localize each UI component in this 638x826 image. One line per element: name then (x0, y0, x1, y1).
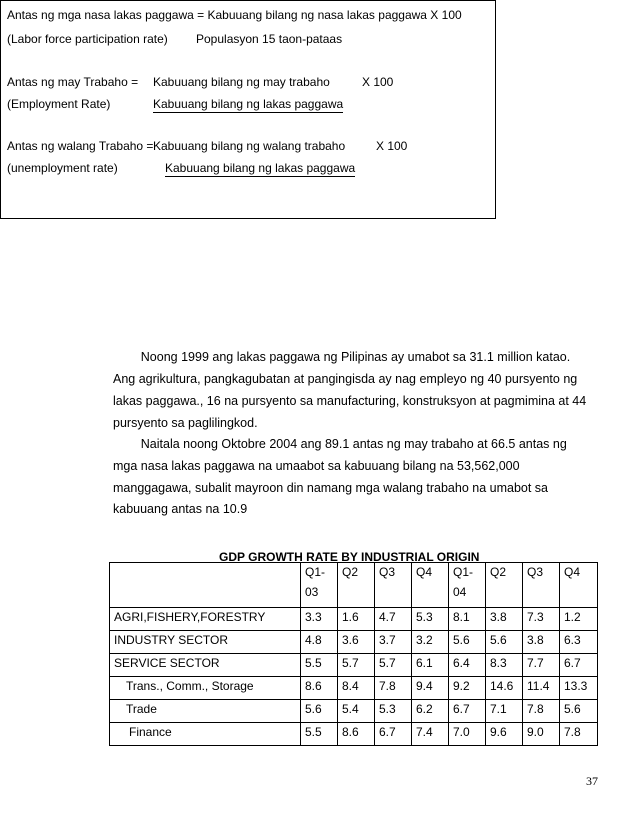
employment-x100: X 100 (362, 75, 394, 89)
table-cell: 5.5 (301, 723, 338, 746)
table-cell: 5.6 (301, 700, 338, 723)
row-label: Trade (110, 700, 301, 723)
row-label: Trans., Comm., Storage (110, 677, 301, 700)
formula-box (0, 0, 496, 219)
table-header-cell: Q3 (375, 563, 412, 608)
paragraph-line: manggagawa, subalit mayroon din namang mga walang trabaho na umabot sa (113, 481, 548, 495)
table-cell: 7.7 (523, 654, 560, 677)
employment-label: (Employment Rate) (7, 97, 111, 111)
table-cell: 8.4 (338, 677, 375, 700)
table-cell: 3.2 (412, 631, 449, 654)
table-cell: 5.3 (412, 608, 449, 631)
table-cell: 5.7 (338, 654, 375, 677)
table-cell: 7.4 (412, 723, 449, 746)
table-cell: 3.6 (338, 631, 375, 654)
paragraph-line: pursyento sa paglilingkod. (113, 416, 258, 430)
table-cell: 6.2 (412, 700, 449, 723)
table-row (110, 700, 598, 723)
row-label: AGRI,FISHERY,FORESTRY (110, 608, 301, 631)
unemployment-formula-left: Antas ng walang Trabaho = (7, 139, 154, 153)
table-cell: 6.4 (449, 654, 486, 677)
paragraph-line: lakas paggawa., 16 na pursyento sa manufacturing, konstruksyon at pagmimina at 44 (113, 394, 587, 408)
table-cell: 4.7 (375, 608, 412, 631)
table-cell: 6.7 (560, 654, 598, 677)
table-header-cell: Q1- 04 (449, 563, 486, 608)
paragraph-line: Naitala noong Oktobre 2004 ang 89.1 antas ng may trabaho at 66.5 antas ng (113, 437, 567, 451)
table-cell: 5.7 (375, 654, 412, 677)
table-cell: 5.6 (560, 700, 598, 723)
table-cell: 6.1 (412, 654, 449, 677)
table-header-cell: Q1- 03 (301, 563, 338, 608)
table-header-row (110, 563, 598, 608)
table-cell: 5.4 (338, 700, 375, 723)
employment-formula-left: Antas ng may Trabaho = (7, 75, 139, 89)
table-cell: 14.6 (486, 677, 523, 700)
table-cell: 1.6 (338, 608, 375, 631)
table-cell: 7.0 (449, 723, 486, 746)
labor-force-denominator: Populasyon 15 taon-pataas (196, 32, 343, 46)
table-cell: 9.0 (523, 723, 560, 746)
table-corner-cell (110, 563, 301, 608)
table-cell: 5.3 (375, 700, 412, 723)
table-cell: 7.8 (560, 723, 598, 746)
table-header-cell: Q2 (338, 563, 375, 608)
table-header-cell: Q4 (412, 563, 449, 608)
table-cell: 3.7 (375, 631, 412, 654)
paragraph-line: Noong 1999 ang lakas paggawa ng Pilipinas ay umabot sa 31.1 million katao. (113, 350, 571, 364)
table-cell: 13.3 (560, 677, 598, 700)
table-cell: 3.8 (486, 608, 523, 631)
employment-denominator: Kabuuang bilang ng lakas paggawa (153, 97, 344, 111)
table-cell: 9.6 (486, 723, 523, 746)
unemployment-numerator: Kabuuang bilang ng walang trabaho (153, 139, 346, 153)
table-cell: 7.8 (375, 677, 412, 700)
unemployment-x100: X 100 (376, 139, 408, 153)
table-cell: 8.6 (301, 677, 338, 700)
row-label: SERVICE SECTOR (110, 654, 301, 677)
table-header-cell: Q2 (486, 563, 523, 608)
table-cell: 8.3 (486, 654, 523, 677)
table-cell: 7.8 (523, 700, 560, 723)
table-cell: 8.1 (449, 608, 486, 631)
page-number: 37 (586, 774, 598, 788)
table-cell: 6.7 (449, 700, 486, 723)
table-cell: 8.6 (338, 723, 375, 746)
table-cell: 5.6 (486, 631, 523, 654)
table-cell: 7.1 (486, 700, 523, 723)
paragraph-line: kabuuang antas na 10.9 (113, 502, 248, 516)
labor-force-formula-line: Antas ng mga nasa lakas paggawa = Kabuuang bilang ng nasa lakas paggawa X 100 (7, 8, 462, 22)
gdp-growth-table (109, 562, 598, 746)
row-label: Finance (110, 723, 301, 746)
table-row (110, 654, 598, 677)
table-title: GDP GROWTH RATE BY INDUSTRIAL ORIGIN (219, 550, 480, 564)
paragraph-line: Ang agrikultura, pangkagubatan at pangingisda ay nag empleyo ng 40 pursyento ng (113, 372, 578, 386)
table-row (110, 631, 598, 654)
unemployment-denominator: Kabuuang bilang ng lakas paggawa (165, 161, 356, 175)
table-cell: 9.2 (449, 677, 486, 700)
table-cell: 5.6 (449, 631, 486, 654)
employment-numerator: Kabuuang bilang ng may trabaho (153, 75, 330, 89)
table-row (110, 608, 598, 631)
table-header-cell: Q4 (560, 563, 598, 608)
table-cell: 3.8 (523, 631, 560, 654)
row-label: INDUSTRY SECTOR (110, 631, 301, 654)
table-cell: 1.2 (560, 608, 598, 631)
table-header-cell: Q3 (523, 563, 560, 608)
paragraph-line: mga nasa lakas paggawa na umaabot sa kabuuang bilang na 53,562,000 (113, 459, 520, 473)
table-cell: 3.3 (301, 608, 338, 631)
table-cell: 6.3 (560, 631, 598, 654)
labor-force-label: (Labor force participation rate) (7, 32, 168, 46)
table-row (110, 677, 598, 700)
table-cell: 7.3 (523, 608, 560, 631)
unemployment-label: (unemployment rate) (7, 161, 118, 175)
table-cell: 4.8 (301, 631, 338, 654)
table-row (110, 723, 598, 746)
table-cell: 5.5 (301, 654, 338, 677)
table-cell: 6.7 (375, 723, 412, 746)
table-cell: 11.4 (523, 677, 560, 700)
table-cell: 9.4 (412, 677, 449, 700)
